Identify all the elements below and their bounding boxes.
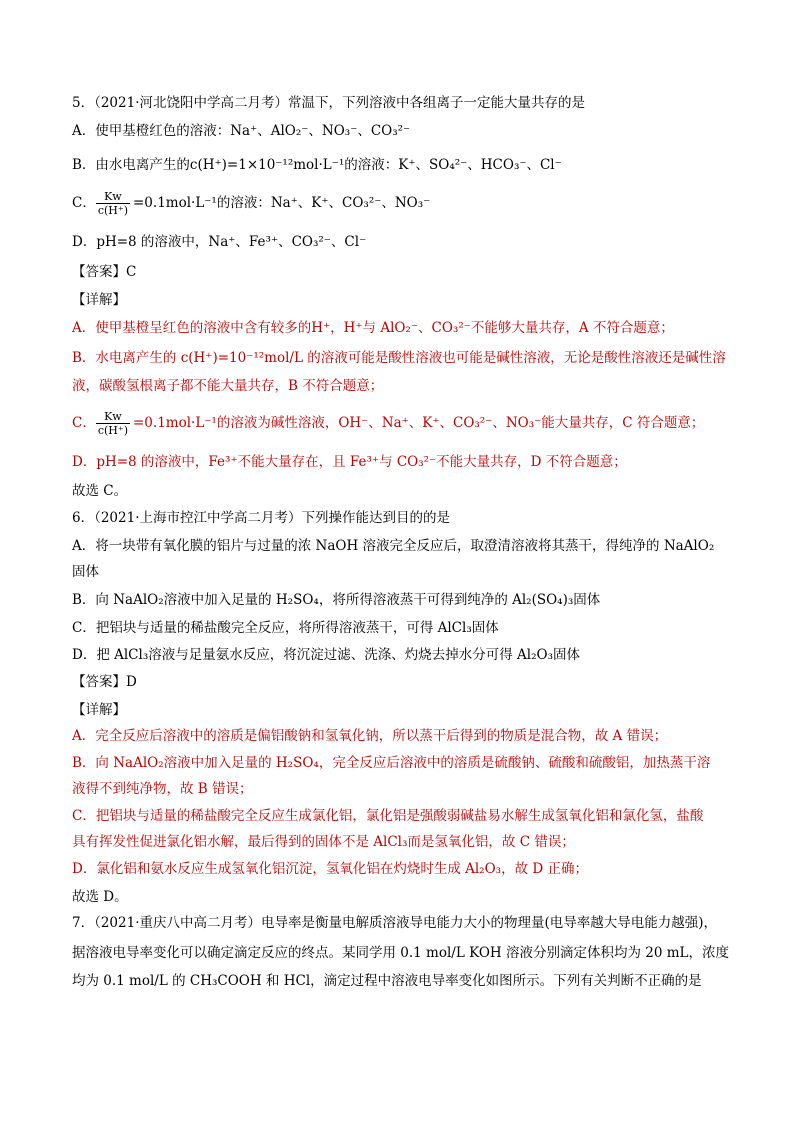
q5-explain-d: D．pH=8 的溶液中，Fe³⁺不能大量存在，且 Fe³⁺与 CO₃²⁻不能大量共存，D 不符合题意； — [72, 454, 627, 470]
q6-option-c: C．把铝块与适量的稀盐酸完全反应，将所得溶液蒸干，可得 AlCl₃固体 — [72, 620, 499, 636]
q5-explain-c-fraction — [96, 410, 130, 437]
q6-explain-c-line2: 具有挥发性促进氯化铝水解，最后得到的固体不是 AlCl₃而是氢氧化铝，故 C 错误； — [72, 834, 575, 850]
fraction-numerator: Kw — [96, 190, 130, 204]
q7-stem-line3: 均为 0.1 mol/L 的 CH₃COOH 和 HCl，滴定过程中溶液电导率变化如图所示。下列有关判断不正确的是 — [72, 973, 702, 989]
q6-answer: 【答案】D — [72, 674, 137, 690]
q5-option-c — [72, 190, 724, 217]
q6-explain-c-line1: C．把铝块与适量的稀盐酸完全反应生成氯化铝，氯化铝是强酸弱碱盐易水解生成氢氧化铝和氯化氢，盐酸 — [72, 808, 704, 824]
q5-explain-b-line2: 液，碳酸氢根离子都不能大量共存，B 不符合题意； — [72, 378, 384, 394]
q5-answer: 【答案】C — [72, 264, 137, 280]
q5-option-c-fraction — [96, 190, 130, 217]
q6-choose: 故选 D。 — [72, 889, 128, 905]
q6-explain-a: A．完全反应后溶液中的溶质是偏铝酸钠和氢氧化钠，所以蒸干后得到的物质是混合物，故 A 错误； — [72, 728, 668, 744]
q5-choose: 故选 C。 — [72, 483, 128, 499]
q5-explain-c — [72, 410, 724, 437]
q5-explain-a: A．使甲基橙呈红色的溶液中含有较多的H⁺，H⁺与 AlO₂⁻、CO₃²⁻不能够大量共存，A 不符合题意； — [72, 320, 674, 336]
q6-detail-label: 【详解】 — [72, 702, 126, 718]
q6-explain-b-line1: B．向 NaAlO₂溶液中加入足量的 H₂SO₄，完全反应后溶液中的溶质是硫酸钠、硫酸和硫酸铝，加热蒸干溶 — [72, 755, 711, 771]
q5-stem: 5．（2021·河北饶阳中学高二月考）常温下，下列溶液中各组离子一定能大量共存的是 — [72, 95, 585, 111]
q5-explain-c-text: =0.1mol·L⁻¹的溶液为碱性溶液，OH⁻、Na⁺、K⁺、CO₃²⁻、NO₃⁻能大量共存，C 符合题意； — [133, 415, 705, 431]
q5-option-a: A．使甲基橙红色的溶液：Na⁺、AlO₂⁻、NO₃⁻、CO₃²⁻ — [72, 123, 411, 139]
q5-option-d: D．pH=8 的溶液中，Na⁺、Fe³⁺、CO₃²⁻、Cl⁻ — [72, 234, 367, 250]
q5-explain-b-line1: B．水电离产生的 c(H⁺)=10⁻¹²mol/L 的溶液可能是酸性溶液也可能是碱性溶液，无论是酸性溶液还是碱性溶 — [72, 350, 726, 366]
q6-option-a-line2: 固体 — [72, 564, 99, 580]
q6-option-b: B．向 NaAlO₂溶液中加入足量的 H₂SO₄，将所得溶液蒸干可得到纯净的 Al₂(SO₄)₃固体 — [72, 592, 601, 608]
fraction-numerator: Kw — [96, 410, 130, 424]
q7-stem-line2: 据溶液电导率变化可以确定滴定反应的终点。某同学用 0.1 mol/L KOH 溶液分别滴定体积均为 20 mL，浓度 — [72, 945, 729, 961]
q5-option-b: B．由水电离产生的c(H⁺)=1×10⁻¹²mol·L⁻¹的溶液：K⁺、SO₄²⁻、HCO₃⁻、Cl⁻ — [72, 157, 562, 173]
q6-option-a-line1: A．将一块带有氧化膜的铝片与过量的浓 NaOH 溶液完全反应后，取澄清溶液将其蒸干，得纯净的 NaAlO₂ — [72, 538, 715, 554]
q6-stem: 6．（2021·上海市控江中学高二月考）下列操作能达到目的的是 — [72, 510, 450, 526]
q7-stem-line1: 7．（2021·重庆八中高二月考）电导率是衡量电解质溶液导电能力大小的物理量(电导率越大导电能力越强)， — [72, 915, 718, 931]
q6-explain-d: D．氯化铝和氨水反应生成氢氧化铝沉淀，氢氧化铝在灼烧时生成 Al₂O₃，故 D 正确； — [72, 861, 588, 877]
q5-detail-label: 【详解】 — [72, 292, 126, 308]
q5-option-c-text: =0.1mol·L⁻¹的溶液：Na⁺、K⁺、CO₃²⁻、NO₃⁻ — [133, 195, 431, 211]
fraction-denominator: c(H⁺) — [97, 424, 128, 437]
q6-explain-b-line2: 液得不到纯净物，故 B 错误； — [72, 781, 253, 797]
q5-option-c-prefix: C． — [72, 195, 96, 211]
q5-explain-c-prefix: C． — [72, 415, 96, 431]
fraction-denominator: c(H⁺) — [97, 204, 128, 217]
q6-option-d: D．把 AlCl₃溶液与足量氨水反应，将沉淀过滤、洗涤、灼烧去掉水分可得 Al₂O₃固体 — [72, 647, 580, 663]
